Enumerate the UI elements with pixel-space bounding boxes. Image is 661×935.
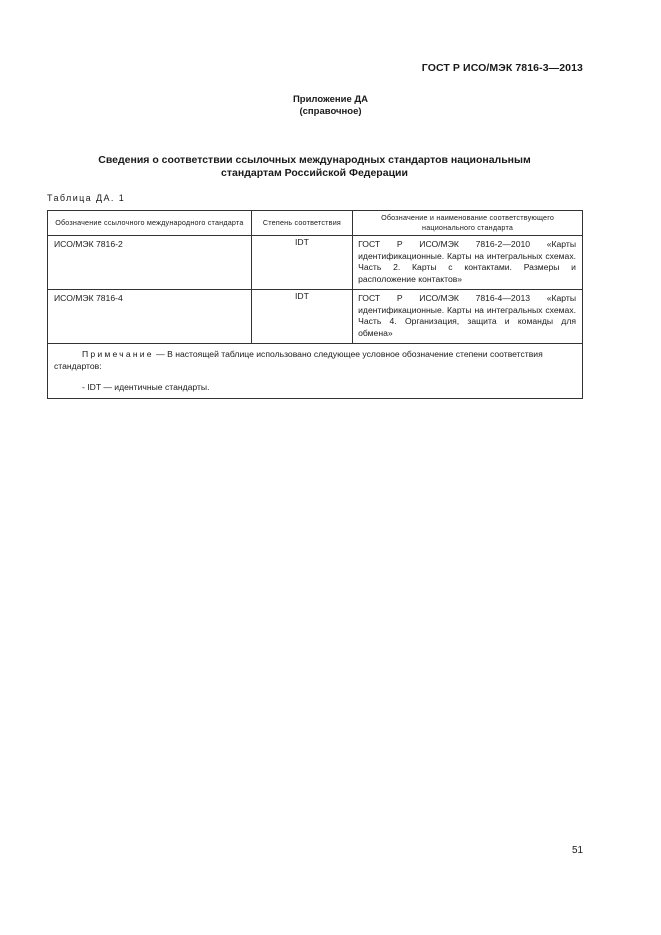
section-title-line1: Сведения о соответствии ссылочных международных стандартов национальным (98, 154, 531, 166)
table-row (48, 236, 583, 290)
note-label: Примечание (82, 349, 154, 359)
document-code: ГОСТ Р ИСО/МЭК 7816-3—2013 (421, 62, 583, 74)
cell-designation: ИСО/МЭК 7816-4 (48, 290, 252, 344)
table-note (48, 344, 583, 399)
section-title-line2: стандартам Российской Федерации (221, 167, 408, 179)
note-item: - IDT — идентичные стандарты. (82, 382, 210, 392)
cell-degree: IDT (251, 290, 352, 344)
section-title (0, 154, 629, 180)
cell-national-standard: ГОСТ Р ИСО/МЭК 7816-4—2013 «Карты идентификационные. Карты на интегральных схемах. Часть 4. Организация, защита и команды для обмена» (353, 290, 583, 344)
annex-subtitle: (справочное) (299, 106, 362, 117)
cell-degree: IDT (251, 236, 352, 290)
table-row (48, 290, 583, 344)
annex-heading (0, 94, 661, 118)
correspondence-table (47, 210, 583, 399)
cell-designation: ИСО/МЭК 7816-2 (48, 236, 252, 290)
table-header-row (48, 211, 583, 236)
note-text (54, 348, 576, 372)
table-note-row (48, 344, 583, 399)
page-number: 51 (572, 845, 584, 856)
cell-national-standard: ГОСТ Р ИСО/МЭК 7816-2—2010 «Карты идентификационные. Карты на интегральных схемах. Часть 2. Карты с контактами. Размеры и расположение контактов» (353, 236, 583, 290)
header-designation: Обозначение ссылочного международного стандарта (48, 211, 252, 236)
table-caption: Таблица ДА. 1 (47, 193, 126, 203)
header-degree: Степень соответствия (251, 211, 352, 236)
note-body: — В настоящей таблице использовано следующее условное обозначение степени соответствия стандартов: (54, 349, 543, 371)
annex-title: Приложение ДА (292, 94, 369, 105)
header-national-standard: Обозначение и наименование соответствующего национального стандарта (353, 211, 583, 236)
